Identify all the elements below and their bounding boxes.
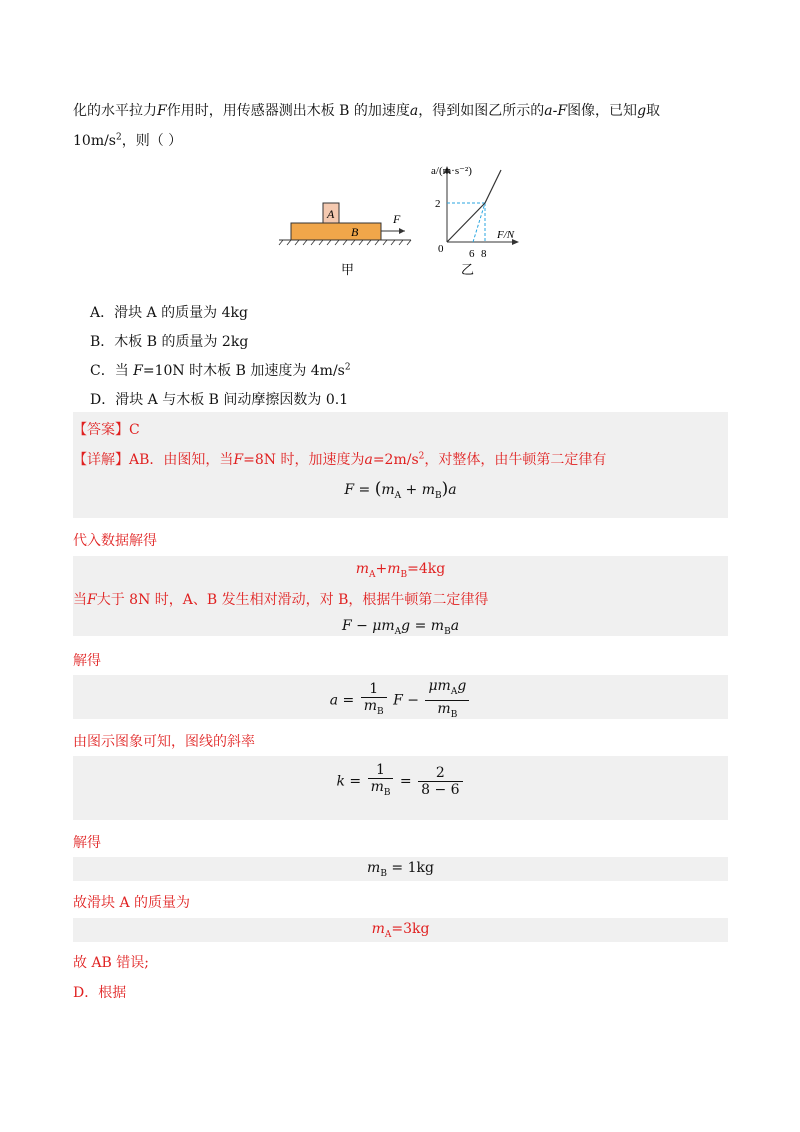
option-a-text: A．滑块 A 的质量为 4kg xyxy=(90,305,248,321)
step-text: 大于 8N 时，A、B 发生相对滑动，对 B，根据牛顿第二定律得 xyxy=(96,592,489,608)
step-8 xyxy=(73,982,126,1002)
detail-text: =2m/s xyxy=(372,452,419,468)
question-text: 图像，已知 xyxy=(567,103,638,119)
step-6 xyxy=(73,892,190,912)
equation-5: k = $\frac{1}{m_B}$ = $\frac{2}{8 - 6}$ xyxy=(73,762,728,801)
step-text: D．根据 xyxy=(73,985,127,1001)
detail-text: 【详解】AB．由图知，当 xyxy=(73,452,234,468)
step-4 xyxy=(73,731,255,751)
step-text: 代入数据解得 xyxy=(73,533,157,549)
option-d-text: D．滑块 A 与木板 B 间动摩擦因数为 0.1 xyxy=(90,392,349,408)
step-text: 解得 xyxy=(73,835,101,851)
force-arrowhead xyxy=(399,228,405,234)
var-g: g xyxy=(637,103,647,119)
equation-2: $m_A+m_B=4kg$ xyxy=(355,561,446,580)
option-c-text: =10N 时木板 B 加速度为 4m/s xyxy=(142,363,345,379)
var-a: a xyxy=(364,452,373,468)
question-text: 作用时，用传感器测出木板 B 的加速度 xyxy=(166,103,410,119)
question-text: 化的水平拉力 xyxy=(73,103,157,119)
question-text: 取 xyxy=(646,103,661,119)
label-board-b: B xyxy=(351,225,359,239)
var-aF: a-F xyxy=(544,103,568,119)
caption-right: 乙 xyxy=(461,263,475,278)
question-line-1 xyxy=(73,100,660,120)
equation-3: $F - \mu m_Ag = m_Ba$ xyxy=(341,618,460,637)
step-text: 故滑块 A 的质量为 xyxy=(73,895,191,911)
x-axis-label: F/N xyxy=(497,229,515,241)
option-a xyxy=(90,302,248,322)
question-text: ，则（ ） xyxy=(121,133,183,149)
board-b xyxy=(291,223,381,240)
detail-text: ，对整体，由牛顿第二定律有 xyxy=(424,452,607,468)
option-c xyxy=(90,360,351,380)
origin-label: 0 xyxy=(438,243,444,255)
question-line-2 xyxy=(73,130,182,150)
detail-text: =8N 时，加速度为 xyxy=(243,452,365,468)
equation-6: $m_B = 1kg$ xyxy=(367,860,434,879)
equation-7: $m_A=3kg$ xyxy=(371,921,430,940)
var-F: F xyxy=(87,592,97,608)
label-block-a: A xyxy=(327,207,335,221)
superscript: 2 xyxy=(116,132,122,143)
answer-label xyxy=(73,419,140,439)
option-c-text: C．当 xyxy=(90,363,134,379)
step-1 xyxy=(73,530,157,550)
equation-1: $F = (m_A + m_B)a$ xyxy=(344,479,457,501)
step-3 xyxy=(73,650,101,670)
tick-y-2: 2 xyxy=(435,198,441,210)
superscript: 2 xyxy=(418,451,425,462)
var-F: F xyxy=(157,103,167,119)
var-F: F xyxy=(133,363,143,379)
option-b xyxy=(90,331,248,351)
tick-x-6: 6 xyxy=(469,248,475,260)
y-axis-label: a/(m·s⁻²) xyxy=(431,165,472,177)
question-text: ，得到如图乙所示的 xyxy=(418,103,545,119)
var-F: F xyxy=(233,452,244,468)
option-d xyxy=(90,389,348,409)
step-text: 由图示图象可知，图线的斜率 xyxy=(73,734,255,750)
figure-svg xyxy=(275,160,535,280)
step-7 xyxy=(73,952,149,972)
step-text: 解得 xyxy=(73,653,101,669)
graph-segment-2 xyxy=(485,170,501,203)
equation-4: a = $\frac{1}{m_B}$ F − $\frac{\mu m_Ag}{m_B}$ xyxy=(73,678,728,723)
option-b-text: B．木板 B 的质量为 2kg xyxy=(90,334,249,350)
question-text: 10m/s xyxy=(73,133,116,149)
tick-x-8: 8 xyxy=(481,248,487,260)
ground-hatch xyxy=(279,240,411,245)
step-text: 当 xyxy=(73,592,87,608)
figure xyxy=(275,160,535,284)
step-2 xyxy=(73,589,488,609)
label-force: F xyxy=(393,212,401,226)
superscript: 2 xyxy=(344,362,351,373)
step-5 xyxy=(73,832,101,852)
detail-line xyxy=(73,449,606,469)
answer-text: 【答案】C xyxy=(73,422,140,438)
step-text: 故 AB 错误; xyxy=(73,955,150,971)
var-a: a xyxy=(409,103,419,119)
caption-left: 甲 xyxy=(341,263,355,278)
